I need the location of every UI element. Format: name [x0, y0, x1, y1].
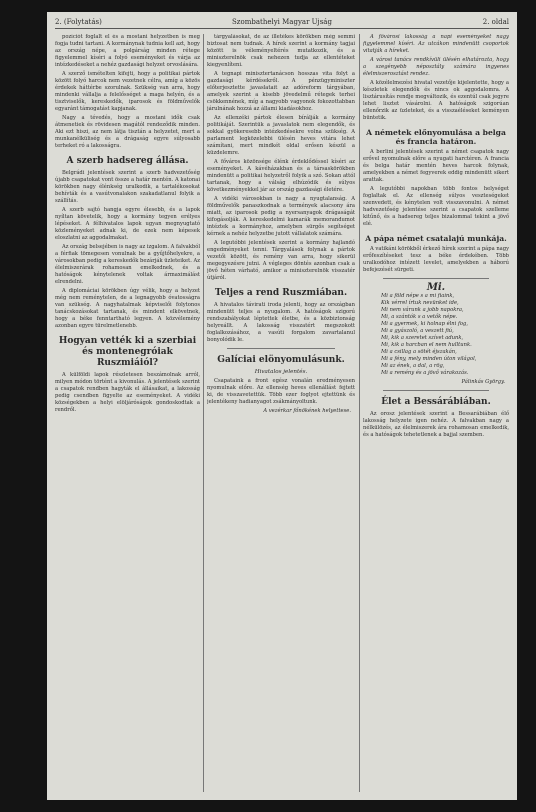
paragraph: Az ellenzéki pártok élesen bírálják a kormány politikáját. Szerintük a javaslatok nem elegendők, és sokkal gyökeresebb intézkedésekre volna szükség. A parlament legközelebbi ülésén heves vitára lehet számítani, mert mindkét oldal erősen készül a küzdelemre. [207, 115, 355, 156]
column-2 [207, 34, 355, 794]
article-heading: Galíciai elönyomulásunk. [217, 355, 345, 365]
signature: A vezérkar főnökének helyettese. [263, 408, 351, 414]
article-heading: A németek előnyomulása a belga és francia határon. [366, 128, 506, 146]
article-heading: Élet a Bessárábiában. [381, 397, 491, 407]
poem-line: Mi a csillag a sötét éjszakán, [381, 349, 457, 355]
paragraph: A külföldi lapok részletesen beszámolnak arról, milyen módon történt a kivonulás. A jelentések szerint a csapatok rendben hagyták el állásaikat, a lakosság pedig csendben figyelte az eseményeket. A vidéki községekben a helyi elöljáróságok gondoskodtak a rendről. [55, 372, 200, 413]
column-rule [203, 34, 204, 792]
paragraph: A tegnapi minisztertanácson hosszas vita folyt a gazdasági kérdésekről. A pénzügyminiszter előterjesztette javaslatait az adóreform tárgyában, amelyek szerint a kisebb jövedelmű rétegek terhei csökkennének, míg a nagyobb vagyonok fokozottabban járulnának hozzá az állami kiadásokhoz. [207, 71, 355, 112]
paragraph: A legutóbbi napokban több fontos helységet foglaltak el. Az ellenség súlyos veszteségeket szenvedett, és kénytelen volt visszavonulni. A német hadvezetőség jelentése szerint a csapatok szelleme kitűnő, és a hadsereg teljes bizalommal tekint a jövő elé. [363, 186, 509, 227]
poem-line: Kik vérrel írtuk nevünket ide, [381, 300, 459, 306]
paragraph: A szerző ismételten kifejti, hogy a politikai pártok között folyó harcok nem vezetnek célra, amíg a közös érdekek háttérbe szorulnak. Szükség van arra, hogy mindenki vállalja a felelősséget a maga helyén, és a tisztviselők, kereskedők, iparosok és földművelők egyaránt támogatást kapjanak. [55, 71, 200, 112]
newspaper-page [47, 12, 517, 800]
section-divider [383, 278, 489, 279]
paragraph: A berlini jelentések szerint a német csapatok nagy erővel nyomulnak előre a nyugati harctéren. A francia és belga határ mentén heves harcok folynak, amelyekben a német fegyverek eddig mindenütt sikert arattak. [363, 149, 509, 183]
poem-line: Mi nem várunk a jobb napokra, [381, 307, 464, 313]
page-header [55, 16, 509, 29]
poem-line: Mi a föld népe s a mi fiaink, [381, 293, 455, 299]
paragraph: A városi tanács rendkívüli ülésén elhatározta, hogy a szegényebb néposztály számára ingyenes élelmiszerosztást rendez. [363, 57, 509, 77]
poem-line: Mi, kik a szeretet szívet adunk, [381, 335, 464, 341]
paragraph: Belgrádi jelentések szerint a szerb hadvezetőség újabb csapatokat vont össze a határ mentén. A katonai körökben nagy élénkség uralkodik, a tartalékosokat behívták és a vasútvonalakon szakadatlanul folyik a szállítás. [55, 170, 200, 204]
paragraph: pozíciót foglalt el és a mostani helyzetben is meg fogja tudni tartani. A kormánynak tudnia kell azt, hogy az ország népe, a polgárság minden rétege figyelemmel kíséri a folyó eseményeket és várja az intézkedéseket a nehéz gazdasági helyzet orvoslására. [55, 34, 200, 68]
section-divider [383, 390, 489, 391]
paragraph: A közélelmezési hivatal vezetője kijelentette, hogy a készletek elegendők és nincs ok aggodalomra. A lisztárusítás rendje megváltozik, és ezentúl csak jegyre lehet lisztet vásárolni. A hatóságok szigorúan ellenőrzik az üzleteket, és a visszaéléseket keményen büntetik. [363, 80, 509, 121]
paragraph: A diplomáciai körökben úgy vélik, hogy a helyzet még nem reménytelen, de a legnagyobb óvatosságra van szükség. A nagyhatalmak képviselői folytonos tanácskozásokat tartanak, és mindent elkövetnek, hogy a béke fenntartható legyen. A közvélemény azonban egyre türelmetlenebb. [55, 288, 200, 329]
paragraph: Csapataink a front egész vonalán eredményesen nyomulnak előre. Az ellenség heves ellenállást fejtett ki, de visszavetettük. Több ezer foglyot ejtettünk és jelentékeny hadianyagot zsákmányoltunk. [207, 378, 355, 405]
paragraph: A vidéki városokban is nagy a nyugtalanság. A földművelők panaszkodnak a termények alacsony ára miatt, az iparosok pedig a nyersanyagok drágaságát kifogásolják. A kereskedelmi kamarák memorandumot intéztek a kormányhoz, amelyben sürgős segítséget kérnek a nehéz helyzetbe jutott vállalatok számára. [207, 196, 355, 237]
paragraph: A hivatalos távirati iroda jelenti, hogy az országban mindenütt teljes a nyugalom. A hatóságok szigorú rendszabályokat léptettek életbe, és a közbiztonság helyreállt. A lakosság visszatért megszokott foglalkozásához, a vasúti forgalom zavartalanul bonyolódik le. [207, 302, 355, 343]
poem-line: Mi a gyászoló, a veszett fiú, [381, 328, 454, 334]
header-page-number-left: 2. (Folytatás) [55, 18, 102, 26]
header-page-number-right: 2. oldal [482, 18, 509, 26]
header-masthead: Szombathelyi Magyar Ujság [232, 18, 332, 26]
poem-title: Mi. [426, 282, 446, 293]
paragraph: A vatikáni körökből érkező hírek szerint a pápa nagy erőfeszítéseket tesz a béke érdekében. Több uralkodóhoz intézett levelet, amelyekben a háború befejezését sürgeti. [363, 246, 509, 273]
section-divider [227, 348, 335, 349]
poem-line: Mi, kik a harcban el nem hulltunk. [381, 342, 472, 348]
poem-line: Mi a gyermek, ki holnap élni fog, [381, 321, 468, 327]
poem-line: Mi az ének, a dal, a rög, [381, 363, 445, 369]
poem-author: Pálinkás György. [461, 379, 505, 385]
column-1 [55, 34, 200, 794]
column-rule [359, 34, 360, 792]
paragraph: Az orosz jelentések szerint a Bessarábiában élő lakosság helyzete igen nehéz. A falvakban nagy a nélkülözés, az élelmiszerek ára rohamosan emelkedik, és a hatóságok tehetetlenek a bajjal szemben. [363, 411, 509, 438]
paragraph: Nagy a tévedés, hogy a mostani idők csak átmenetiek és rövidesen magától rendeződik minden. Aki ezt hiszi, az nem látja tisztán a helyzetet, mert a munkanélküliség és a drágaság egyre súlyosabb terheket ró a lakosságra. [55, 115, 200, 149]
paragraph: A főváros közönsége élénk érdeklődéssel kíséri az eseményeket. A kávéházakban és a társaskörökben mindenütt a politikai helyzetről folyik a szó. Sokan attól tartanak, hogy a válság elhúzódik és súlyos következményekkel jár az ország gazdasági életére. [207, 159, 355, 193]
paragraph: A szerb sajtó hangja egyre élesebb, és a lapok nyíltan követelik, hogy a kormány tegyen erélyes lépéseket. A félhivatalos lapok ugyan megnyugtató közleményeket adnak ki, de ezek nem képesek eloszlatni az aggodalmakat. [55, 207, 200, 241]
article-heading: Teljes a rend Ruszmiában. [214, 288, 348, 298]
article-heading: A pápa német csatalajú munkája. [365, 234, 507, 243]
paragraph: Az ország belsejében is nagy az izgalom. A falvakból a férfiak tömegesen vonulnak be a gyűjtőhelyekre, a városokban pedig a kereskedők bezárják üzleteiket. Az élelmiszerárak rohamosan emelkednek, és a hatóságok kénytelenek voltak ármaximálást elrendelni. [55, 244, 200, 285]
poem-line: Mi a fény, mely minden úton világol, [381, 356, 477, 362]
article-heading: Hogyan vették ki a szerbiai és montenegróiak Ruszmiáiól? [58, 336, 197, 368]
paragraph: tárgyalásokat, de az illetékes körökben még semmi biztosat nem tudnak. A hírek szerint a kormány tagjai között is véleményeltérés mutatkozik, és a miniszterelnök csak nehezen tudja az ellentéteket kiegyenlíteni. [207, 34, 355, 68]
article-heading: A szerb hadsereg állása. [66, 156, 189, 166]
paragraph: A legutóbbi jelentések szerint a kormány hajlandó engedményeket tenni. Tárgyalások folynak a pártok vezetői között, és remény van arra, hogy sikerül megegyezésre jutni. A végleges döntés azonban csak a jövő héten várható, amikor a miniszterelnök visszatér útjáról. [207, 240, 355, 281]
column-3 [363, 34, 509, 794]
poem [363, 293, 509, 377]
article-subheading: Hivatalos jelentés. [254, 369, 308, 375]
poem-line: Mi, a szántók s a vetők népe. [381, 314, 458, 320]
paragraph: A fővárosi lakosság a napi eseményeket nagy figyelemmel kíséri. Az utcákon mindenütt csoportok vitatják a híreket. [363, 34, 509, 54]
poem-line: Mi a remény és a jövő várakozás. [381, 370, 469, 376]
